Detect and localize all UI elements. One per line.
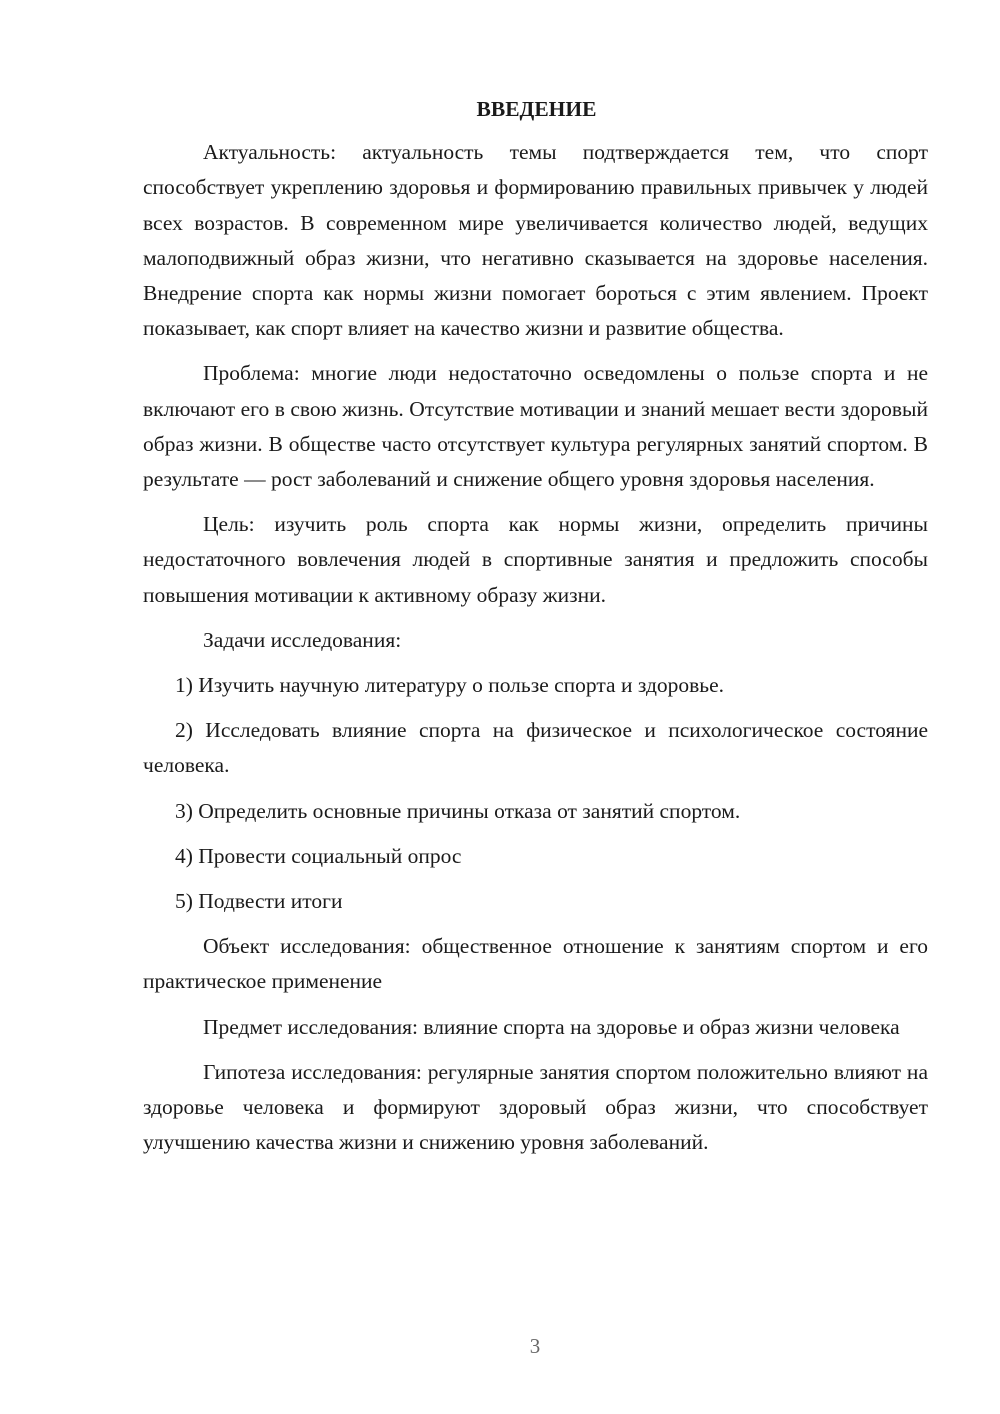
paragraph-goal: Цель: изучить роль спорта как нормы жизни, определить причины недостаточного вовлечения людей в спортивные занятия и предложить способы повышения мотивации к активному образу жизни. [143, 512, 928, 607]
paragraph-tasks-heading: Задачи исследования: [203, 627, 402, 652]
paragraph-object: Объект исследования: общественное отношение к занятиям спортом и его практическое применение [143, 934, 928, 994]
paragraph-subject: Предмет исследования: влияние спорта на здоровье и образ жизни человека [203, 1014, 900, 1039]
page-number: 3 [529, 1334, 541, 1358]
task-item-3: 3) Определить основные причины отказа от занятий спортом. [175, 798, 741, 823]
task-item-2: 2) Исследовать влияние спорта на физическое и психологическое состояние человека. [143, 718, 928, 778]
document-page [143, 92, 928, 1170]
task-item-1: 1) Изучить научную литературу о пользе спорта и здоровье. [175, 673, 725, 698]
task-item-4: 4) Провести социальный опрос [175, 843, 462, 868]
section-title: ВВЕДЕНИЕ [476, 97, 597, 121]
paragraph-relevance: Актуальность: актуальность темы подтверждается тем, что спорт способствует укреплению здоровья и формированию правильных привычек у людей всех возрастов. В современном мире увеличивается количество людей, ведущих малоподвижный образ жизни, что негативно сказывается на здоровье населения. Внедрение спорта как нормы жизни помогает бороться с этим явлением. Проект показывает, как спорт влияет на качество жизни и развитие общества. [143, 140, 928, 341]
task-item-5: 5) Подвести итоги [175, 889, 343, 914]
paragraph-hypothesis: Гипотеза исследования: регулярные занятия спортом положительно влияют на здоровье человека и формируют здоровый образ жизни, что способствует улучшению качества жизни и снижению уровня заболеваний. [143, 1059, 928, 1155]
paragraph-problem: Проблема: многие люди недостаточно осведомлены о пользе спорта и не включают его в свою жизнь. Отсутствие мотивации и знаний мешает вести здоровый образ жизни. В обществе часто отсутствует культура регулярных занятий спортом. В результате — рост заболеваний и снижение общего уровня здоровья населения. [143, 361, 928, 492]
